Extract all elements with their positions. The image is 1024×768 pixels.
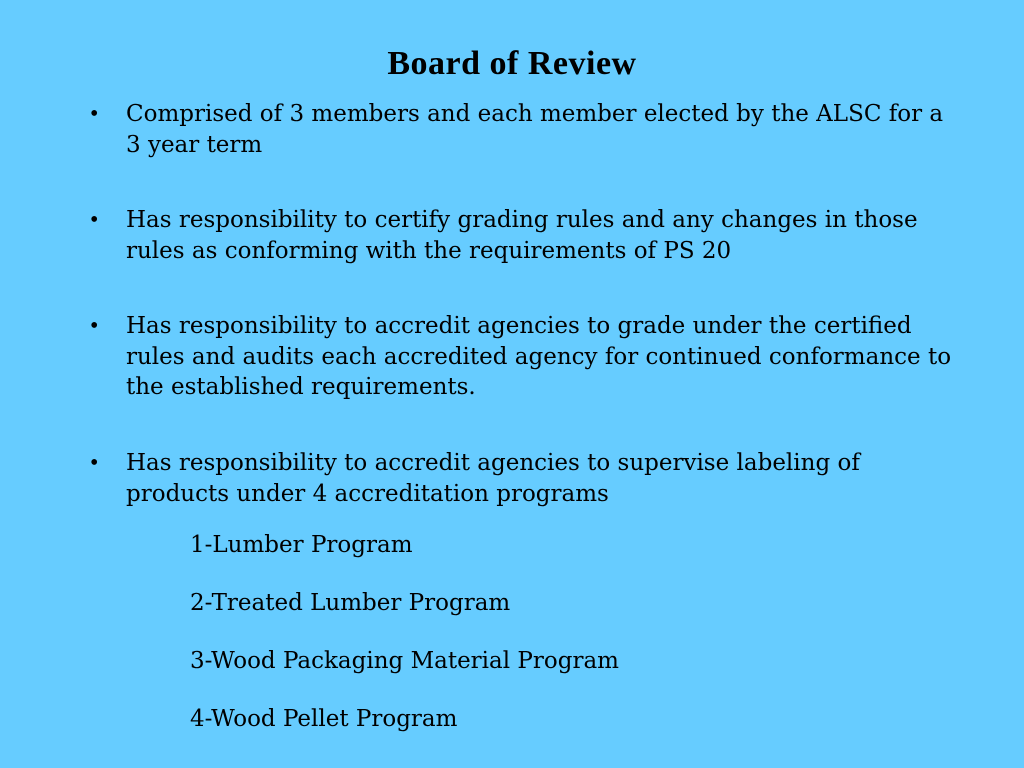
program-item-wood-pellet: 4-Wood Pellet Program bbox=[190, 706, 458, 732]
slide-title: Board of Review bbox=[387, 45, 637, 82]
bullet-marker: • bbox=[90, 313, 99, 339]
bullet-text: Has responsibility to accredit agencies to supervise labeling of products under 4 accreditation programs bbox=[126, 450, 860, 507]
program-item-lumber: 1-Lumber Program bbox=[190, 532, 413, 558]
bullet-marker: • bbox=[90, 101, 99, 127]
bullet-marker: • bbox=[90, 450, 99, 476]
bullet-marker: • bbox=[90, 207, 99, 233]
bullet-text: Has responsibility to certify grading rules and any changes in those rules as conforming with the requirements of PS 20 bbox=[126, 207, 918, 264]
bullet-text: Has responsibility to accredit agencies to grade under the certified rules and audits each accredited agency for continued conformance to the established requirements. bbox=[126, 313, 952, 400]
bullet-text: Comprised of 3 members and each member elected by the ALSC for a 3 year term bbox=[126, 101, 944, 158]
program-item-treated-lumber: 2-Treated Lumber Program bbox=[190, 590, 511, 616]
program-item-wood-packaging: 3-Wood Packaging Material Program bbox=[190, 648, 619, 674]
